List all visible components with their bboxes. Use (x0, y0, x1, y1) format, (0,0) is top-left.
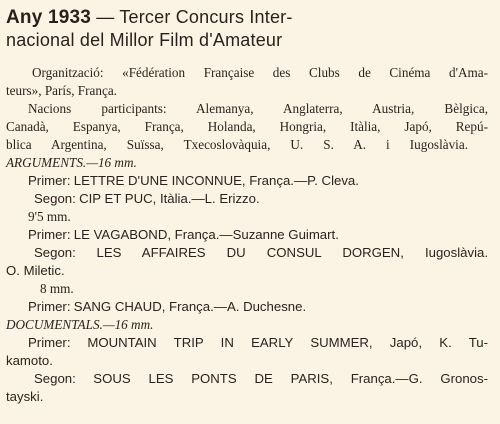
award-2 (34, 190, 260, 208)
section-arguments-16mm: ARGUMENTS.—16 mm. (6, 155, 137, 170)
heading-title-start: — Tercer Concurs Inter- (91, 7, 293, 27)
award-rank: Segon: (34, 191, 76, 206)
nations-line-3: blica Argentina, Suïssa, Txecoslovàquia, U. S. A. i Iugoslàvia. (6, 137, 468, 152)
section-9-5mm: 9'5 mm. (28, 209, 71, 224)
heading-title-end: nacional del Millor Film d'Amateur (6, 30, 283, 50)
award-6-continuation: kamoto. (6, 353, 53, 368)
award-entry: LE VAGABOND, França.—Suzanne Guimart. (73, 227, 339, 242)
nations-line-1: Nacions participants: Alemanya, Anglaterra, Austria, Bèlgica, (28, 101, 488, 116)
award-4 (34, 244, 488, 262)
section-8mm: 8 mm. (40, 281, 74, 296)
award-7 (34, 370, 488, 388)
award-entry: CIP ET PUC, Itàlia.—L. Erizzo. (79, 191, 260, 206)
nations-line-2: Canadà, Espanya, França, Holanda, Hongria, Itàlia, Japó, Repú- (6, 119, 488, 134)
award-entry: SOUS LES PONTS DE PARIS, França.—G. Gronos- (93, 371, 489, 386)
award-rank: Segon: (34, 371, 76, 386)
award-rank: Primer: (28, 335, 71, 350)
section-documentals-16mm: DOCUMENTALS.—16 mm. (6, 317, 154, 332)
award-1 (28, 172, 359, 190)
award-rank: Primer: (28, 173, 71, 188)
award-3 (28, 226, 339, 244)
award-rank: Primer: (28, 227, 71, 242)
award-entry: SANG CHAUD, França.—A. Duchesne. (73, 299, 307, 314)
award-entry: LES AFFAIRES DU CONSUL DORGEN, Iugoslàvia. (96, 245, 488, 260)
document-heading (6, 6, 496, 52)
award-7-continuation: tayski. (6, 389, 44, 404)
award-rank: Segon: (34, 245, 76, 260)
heading-line-1 (6, 6, 496, 29)
award-6 (28, 334, 488, 352)
award-entry: LETTRE D'UNE INCONNUE, França.—P. Cleva. (73, 173, 359, 188)
heading-year: Any 1933 (6, 7, 92, 28)
award-4-continuation: O. Miletic. (6, 263, 65, 278)
organization-line-1: Organització: «Fédération Française des Clubs de Cinéma d'Ama- (32, 65, 488, 80)
award-entry: MOUNTAIN TRIP IN EARLY SUMMER, Japó, K. Tu- (87, 335, 488, 350)
organization-line-2: teurs», París, França. (6, 83, 117, 98)
award-5 (28, 298, 306, 316)
award-rank: Primer: (28, 299, 71, 314)
